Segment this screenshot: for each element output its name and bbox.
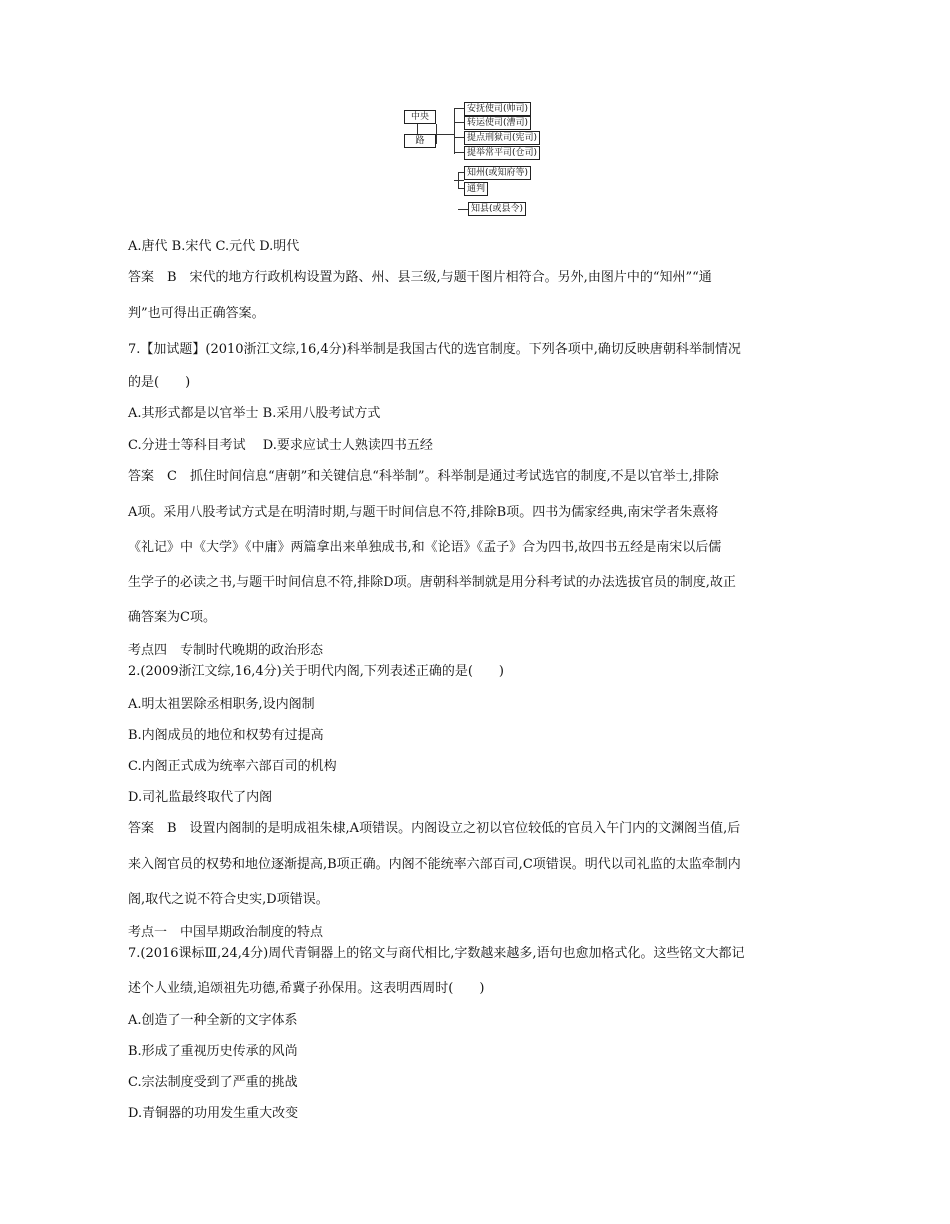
answer-line: 答案 C 抓住时间信息“唐朝”和关键信息“科举制”。科举制是通过考试选官的制度,不是以官举士,排除 (128, 469, 719, 484)
question-line: 2.(2009浙江文综,16,4分)关于明代内阁,下列表述正确的是( ) (128, 664, 504, 679)
answer-line: 答案 B 设置内阁制的是明成祖朱棣,A项错误。内阁设立之初以官位较低的官员入午门内的文渊阁当值,后 (128, 821, 741, 836)
center-box: 中央 (404, 110, 436, 124)
answer-line: 答案 B 宋代的地方行政机构设置为路、州、县三级,与题干图片相符合。另外,由图片中的“知州”“通 (128, 270, 712, 285)
connector (454, 122, 464, 123)
answer-line: A项。采用八股考试方式是在明清时期,与题干时间信息不符,排除B项。四书为儒家经典,南宋学者朱熹将 (128, 505, 719, 520)
connector (454, 108, 455, 154)
connector (417, 124, 418, 134)
road-office-4: 提举常平司(仓司) (464, 146, 540, 160)
option-line: B.内阁成员的地位和权势有过提高 (128, 728, 324, 743)
prefecture-governor: 知州(或知府等) (464, 166, 531, 180)
options-line: A.唐代 B.宋代 C.元代 D.明代 (128, 239, 300, 254)
question-line: 7.【加试题】(2010浙江文综,16,4分)科举制是我国古代的选官制度。下列各项中,确切反映唐朝科举制情况 (128, 342, 741, 357)
answer-line: 确答案为C项。 (128, 610, 216, 625)
answer-line: 阁,取代之说不符合史实,D项错误。 (128, 892, 329, 907)
option-line: A.其形式都是以官举士 B.采用八股考试方式 (128, 406, 381, 421)
county-magistrate: 知县(或县令) (468, 202, 526, 216)
question-line: 述个人业绩,追颂祖先功德,希冀子孙保用。这表明西周时( ) (128, 981, 485, 996)
question-line: 的是( ) (128, 375, 191, 390)
connector (454, 180, 464, 181)
answer-line: 《礼记》中《大学》《中庸》两篇拿出来单独成书,和《论语》《孟子》合为四书,故四书五经是南宋以后儒 (128, 540, 722, 555)
option-line: C.宗法制度受到了严重的挑战 (128, 1075, 298, 1090)
road-office-1: 安抚使司(帅司) (464, 102, 531, 116)
connector (436, 134, 454, 135)
answer-line: 判”也可得出正确答案。 (128, 306, 265, 321)
option-line: D.青铜器的功用发生重大改变 (128, 1106, 299, 1121)
section-heading: 考点四 专制时代晚期的政治形态 (128, 643, 324, 658)
question-line: 7.(2016课标Ⅲ,24,4分)周代青铜器上的铭文与商代相比,字数越来越多,语句也愈加格式化。这些铭文大都记 (128, 946, 745, 961)
road-office-3: 提点刑狱司(宪司) (464, 131, 540, 145)
option-line: C.分进士等科目考试 D.要求应试士人熟读四书五经 (128, 438, 433, 453)
road-office-2: 转运使司(漕司) (464, 116, 531, 130)
connector (458, 172, 459, 188)
section-heading: 考点一 中国早期政治制度的特点 (128, 925, 324, 940)
option-line: A.创造了一种全新的文字体系 (128, 1013, 298, 1028)
connector (458, 209, 468, 210)
connector (454, 152, 464, 153)
answer-line: 生学子的必读之书,与题干时间信息不符,排除D项。唐朝科举制就是用分科考试的办法选拔官员的制度,故正 (128, 575, 736, 590)
option-line: C.内阁正式成为统率六部百司的机构 (128, 759, 337, 774)
connector (454, 137, 464, 138)
administration-diagram (400, 100, 570, 220)
option-line: D.司礼监最终取代了内阁 (128, 790, 273, 805)
option-line: B.形成了重视历史传承的风尚 (128, 1044, 298, 1059)
answer-line: 来入阁官员的权势和地位逐渐提高,B项正确。内阁不能统率六部百司,C项错误。明代以司礼监的太监牵制内 (128, 857, 741, 872)
connector (454, 108, 464, 109)
road-box: 路 (404, 134, 436, 148)
prefecture-vice: 通判 (464, 182, 488, 196)
option-line: A.明太祖罢除丞相职务,设内阁制 (128, 697, 315, 712)
